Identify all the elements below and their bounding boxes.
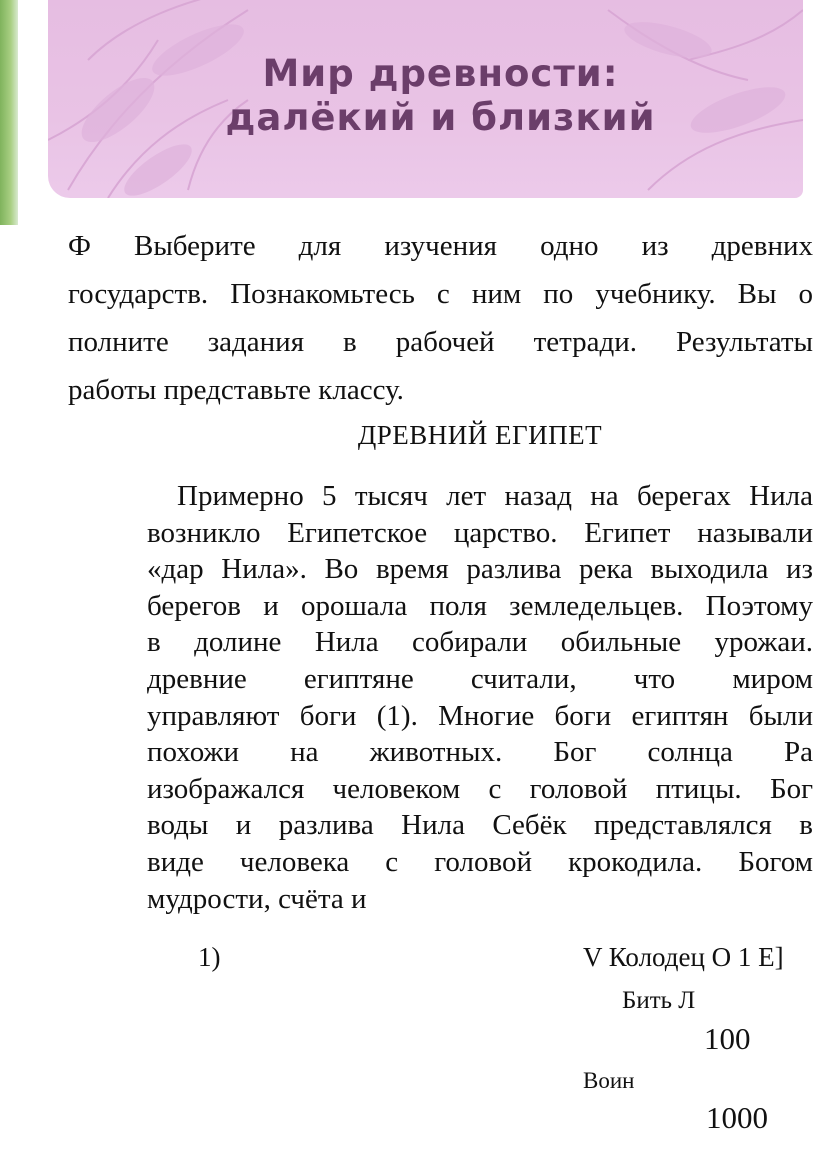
chapter-banner [48, 0, 803, 198]
assignment-line: государств. Познакомьтесь с ним по учебнику. Вы о [68, 278, 813, 310]
footnote-bit: Бить Л [622, 987, 696, 1014]
assignment-line: Ф Выберите для изучения одно из древних [68, 230, 813, 262]
body-line: виде человека с головой крокодила. Богом [147, 845, 813, 878]
body-line: Примерно 5 тысяч лет назад на берегах Нила [177, 480, 813, 512]
body-line: древние египтяне считали, что миром [147, 662, 813, 695]
body-line: изображался человеком с головой птицы. Бог [147, 772, 813, 805]
body-line: в долине Нила собирали обильные урожаи. [147, 626, 813, 659]
page-edge-strip [0, 0, 18, 225]
section-heading: ДРЕВНИЙ ЕГИПЕТ [357, 420, 603, 450]
body-line: «дар Нила». Во время разлива река выходила из [147, 553, 813, 586]
body-line: управляют боги (1). Многие боги египтян были [147, 699, 813, 732]
assignment-text [68, 222, 813, 414]
chapter-title [48, 52, 803, 140]
footnote-number: 1) [198, 942, 221, 972]
body-line: берегов и орошала поля земледельцев. Поэтому [147, 589, 813, 622]
body-line: мудрости, счёта и [147, 882, 367, 915]
assignment-line: полните задания в рабочей тетради. Результаты [68, 326, 813, 358]
footnote-text: V Колодец О 1 Е] [583, 942, 784, 972]
footnote-value-100: 100 [704, 1021, 751, 1056]
body-line: воды и разлива Нила Себёк представлялся в [147, 809, 813, 842]
footnote-value-1000: 1000 [706, 1100, 768, 1135]
footnote-voin: Воин [583, 1068, 635, 1093]
assignment-line: работы представьте классу. [68, 374, 404, 406]
section-body [147, 478, 813, 917]
chapter-title-line1: Мир древности: [262, 52, 619, 95]
body-line: похожи на животных. Бог солнца Ра [147, 736, 813, 769]
chapter-title-line2: далёкий и близкий [225, 96, 656, 139]
body-line: возникло Египетское царство. Египет называли [147, 516, 813, 549]
